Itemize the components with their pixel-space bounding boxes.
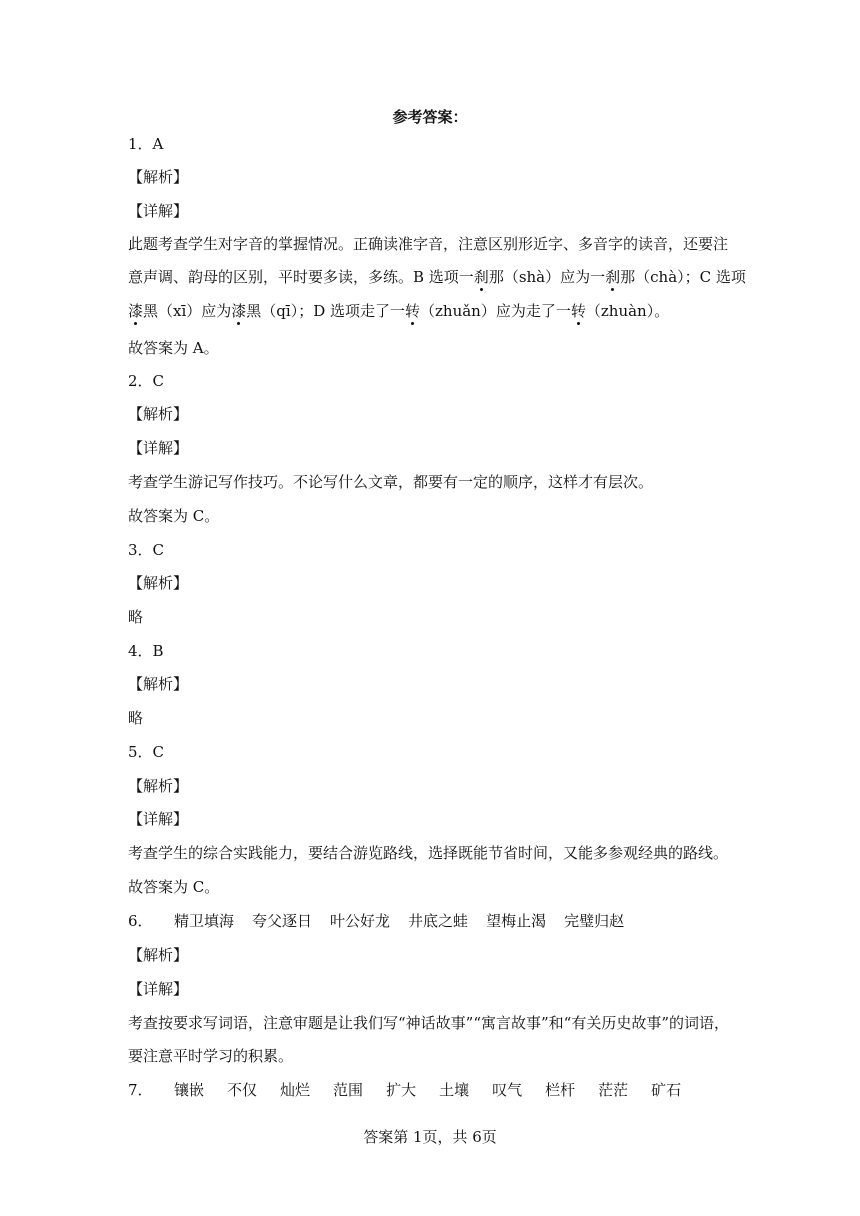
answer-word: 望梅止渴 [486, 912, 547, 930]
q1-detail-line-1: 此题考查学生对字音的掌握情况。正确读准字音，注意区别形近字、多音字的读音，还要注 [128, 235, 729, 253]
q2-detail-line-1: 考查学生游记写作技巧。不论写什么文章，都要有一定的顺序，这样才有层次。 [128, 473, 654, 491]
answer-word: 叶公好龙 [330, 912, 391, 930]
answer-word: 矿石 [651, 1081, 682, 1099]
answer-word: 灿烂 [280, 1081, 311, 1099]
answer-word: 夸父逐日 [252, 912, 313, 930]
page-title: 参考答案： [392, 108, 468, 126]
q6-detail-label: 【详解】 [128, 980, 189, 998]
q4-brief: 略 [128, 709, 144, 727]
q7-answer-number: 7． [128, 1081, 153, 1099]
answer-word: 栏杆 [545, 1081, 576, 1099]
q2-answer-number: 2．C [128, 372, 165, 390]
q1-detail-line-3: 漆黑（xī）应为漆黑（qī）；D 选项走了一转（zhuǎn）应为走了一转（zhuàn）。 [128, 302, 670, 320]
answer-word: 不仅 [227, 1081, 258, 1099]
q5-analysis-label: 【解析】 [128, 777, 189, 795]
answer-word: 镶嵌 [174, 1081, 205, 1099]
q1-detail-label: 【详解】 [128, 202, 189, 220]
q1-detail-line-2: 意声调、韵母的区别，平时要多读，多练。B 选项一刹那（shà）应为一刹那（chà）；C 选项 [128, 268, 746, 286]
q2-analysis-label: 【解析】 [128, 405, 189, 423]
q6-detail-line-1: 考查按要求写词语，注意审题是让我们写“神话故事”“寓言故事”和“有关历史故事”的词语， [128, 1014, 730, 1032]
emphasis-char: 刹 [473, 268, 489, 286]
answer-word: 叹气 [492, 1081, 523, 1099]
q5-detail-label: 【详解】 [128, 810, 189, 828]
q3-brief: 略 [128, 608, 144, 626]
q4-answer-number: 4．B [128, 642, 164, 660]
q3-analysis-label: 【解析】 [128, 574, 189, 592]
q5-answer-number: 5．C [128, 743, 165, 761]
answer-word: 茫茫 [598, 1081, 629, 1099]
q1-analysis-label: 【解析】 [128, 168, 189, 186]
answer-word: 完璧归赵 [564, 912, 625, 930]
emphasis-char: 漆 [231, 302, 247, 320]
answer-word: 土壤 [439, 1081, 470, 1099]
answer-word: 扩大 [386, 1081, 417, 1099]
q4-analysis-label: 【解析】 [128, 675, 189, 693]
q5-detail-line-1: 考查学生的综合实践能力，要结合游览路线，选择既能节省时间，又能多参观经典的路线。 [128, 844, 729, 862]
q5-conclusion: 故答案为 C。 [128, 878, 220, 896]
q6-answer-words [128, 911, 642, 931]
page-footer: 答案第 1页，共 6页 [363, 1128, 497, 1146]
q2-conclusion: 故答案为 C。 [128, 507, 220, 525]
emphasis-char: 刹 [605, 268, 621, 286]
emphasis-char: 转 [405, 302, 421, 320]
answer-word: 井底之蛙 [408, 912, 469, 930]
q7-answer-words [128, 1080, 681, 1100]
answer-word: 精卫填海 [174, 912, 235, 930]
q6-answer-number: 6． [128, 912, 153, 930]
q6-analysis-label: 【解析】 [128, 946, 189, 964]
emphasis-char: 转 [570, 302, 586, 320]
answer-word: 范围 [333, 1081, 364, 1099]
q1-conclusion: 故答案为 A。 [128, 339, 219, 357]
q3-answer-number: 3．C [128, 541, 165, 559]
q1-answer-number: 1．A [128, 135, 164, 153]
emphasis-char: 漆 [128, 302, 144, 320]
q2-detail-label: 【详解】 [128, 439, 189, 457]
q6-detail-line-2: 要注意平时学习的积累。 [128, 1047, 294, 1065]
